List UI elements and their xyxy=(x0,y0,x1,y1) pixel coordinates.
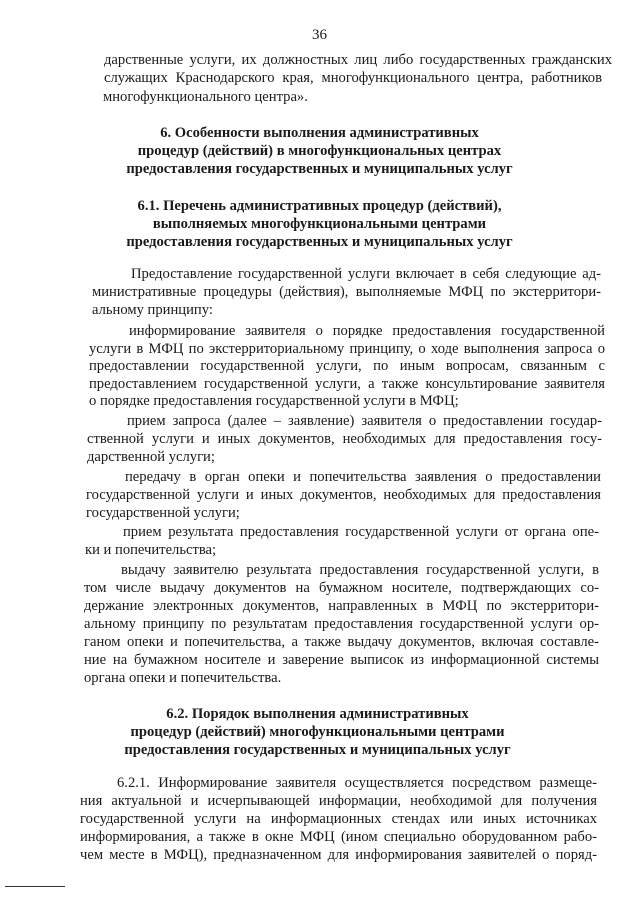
subsection-heading: предоставления государственных и муниципальных услуг xyxy=(124,742,511,758)
text-line: прием результата предоставления государственной услуги от органа опе- xyxy=(123,524,599,540)
section-heading: предоставления государственных и муниципальных услуг xyxy=(126,161,513,177)
subsection-heading: 6.1. Перечень административных процедур (действий), xyxy=(137,198,502,214)
text-line: прием запроса (далее – заявление) заявителя о предоставлении государ- xyxy=(127,413,602,429)
text-line: многофункционального центра». xyxy=(103,89,308,105)
text-line: ния актуальной и исчерпывающей информации, необходимой для получения xyxy=(80,793,597,809)
text-line: 6.2.1. Информирование заявителя осуществляется посредством размеще- xyxy=(117,775,597,791)
text-line: государственной услуги на информационных стендах или иных источниках xyxy=(80,811,597,827)
text-line: альному принципу по результатам предоставления государственной услуги ор- xyxy=(84,616,599,632)
text-line: органа опеки и попечительства. xyxy=(84,670,282,686)
text-line: информирования, а также в окне МФЦ (ином специально оборудованном рабо- xyxy=(80,829,597,845)
page-number: 36 xyxy=(312,27,327,43)
text-line: предоставлении государственной услуги, по иным вопросам, связанным с xyxy=(89,358,605,374)
subsection-heading: предоставления государственных и муниципальных услуг xyxy=(126,234,513,250)
text-line: государственной услуги и иных документов, необходимых для предоставления xyxy=(86,487,601,503)
text-line: ственной услуги и иных документов, необходимых для предоставления госу- xyxy=(87,431,602,447)
text-line: Предоставление государственной услуги включает в себя следующие ад- xyxy=(131,266,601,282)
section-heading: процедур (действий) в многофункциональных центрах xyxy=(137,143,502,159)
subsection-heading: процедур (действий) многофункциональными центрами xyxy=(130,724,505,740)
text-line: выдачу заявителю результата предоставления государственной услуги, в xyxy=(121,562,599,578)
text-line: ганом опеки и попечительства, а также выдачу документов, включая составле- xyxy=(84,634,599,650)
text-line: ки и попечительства; xyxy=(85,542,217,558)
text-line: министративные процедуры (действия), выполняемые МФЦ по экстерритори- xyxy=(92,284,601,300)
text-line: о порядке предоставления государственной услуги в МФЦ; xyxy=(89,393,459,409)
text-line: предоставлением государственной услуги, а также консультирование заявителя xyxy=(89,376,605,392)
text-line: ние на бумажном носителе и заверение выписок из информационной системы xyxy=(84,652,599,668)
text-line: информирование заявителя о порядке предоставления государственной xyxy=(129,323,605,339)
subsection-heading: выполняемых многофункциональными центрами xyxy=(152,216,487,232)
subsection-heading: 6.2. Порядок выполнения административных xyxy=(166,706,469,722)
text-line: услуги в МФЦ по экстерриториальному принципу, о ходе выполнения запроса о xyxy=(89,341,605,357)
text-line: государственной услуги; xyxy=(86,505,240,521)
text-line: передачу в орган опеки и попечительства заявления о предоставлении xyxy=(125,469,601,485)
text-line: держание электронных документов, направленных в МФЦ по экстерритори- xyxy=(84,598,599,614)
section-heading: 6. Особенности выполнения административных xyxy=(160,125,479,141)
text-line: чем месте в МФЦ), предназначенном для информирования заявителей о поряд- xyxy=(80,847,597,863)
text-line: служащих Краснодарского края, многофункционального центра, работников xyxy=(104,70,602,86)
text-line: альному принципу: xyxy=(92,302,213,318)
text-line: том числе выдачу документов на бумажном носителе, подтверждающих со- xyxy=(84,580,599,596)
footnote-rule xyxy=(5,886,65,887)
text-line: дарственной услуги; xyxy=(87,449,215,465)
text-line: дарственные услуги, их должностных лиц либо государственных гражданских xyxy=(104,52,612,68)
